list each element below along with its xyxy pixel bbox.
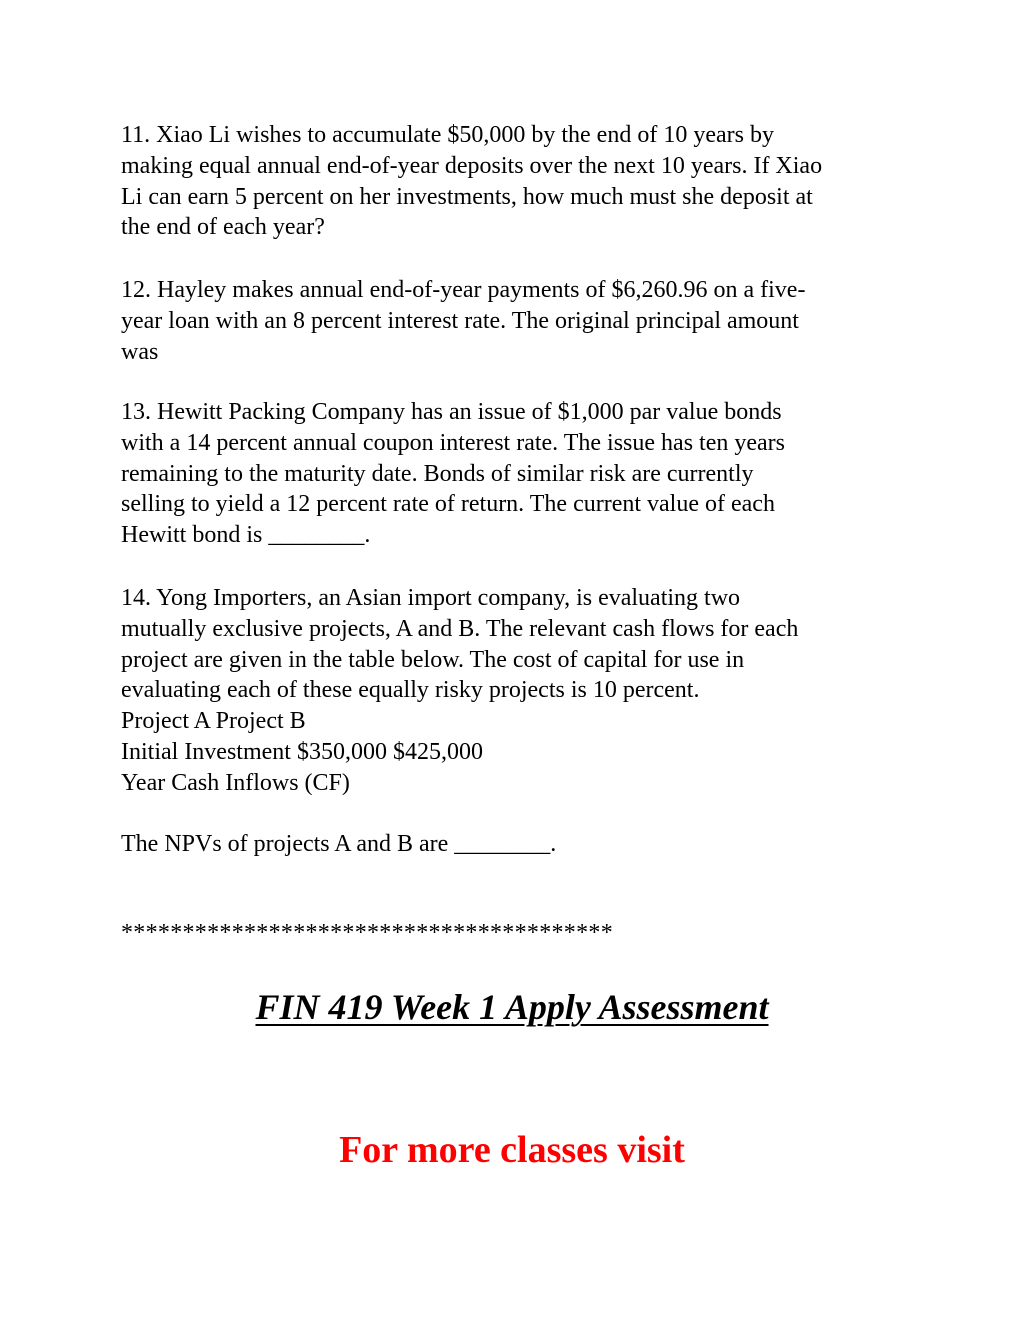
question-13-line: 13. Hewitt Packing Company has an issue of $1,000 par value bonds (121, 399, 782, 425)
question-14-line: 14. Yong Importers, an Asian import company, is evaluating two (121, 585, 741, 611)
assessment-heading: FIN 419 Week 1 Apply Assessment (255, 987, 769, 1027)
project-header-line: Project A Project B (121, 708, 306, 735)
separator-stars: **************************************** (121, 920, 613, 946)
question-12 (121, 275, 921, 367)
question-11-line: 11. Xiao Li wishes to accumulate $50,000 by the end of 10 years by (121, 122, 774, 148)
promo-text: For more classes visit (339, 1129, 685, 1171)
question-11 (121, 120, 921, 243)
question-13-line: with a 14 percent annual coupon interest rate. The issue has ten years (121, 429, 785, 456)
question-13-line: Hewitt bond is ________. (121, 522, 371, 549)
question-12-line: was (121, 338, 159, 365)
npv-question (121, 829, 921, 860)
question-13-line: selling to yield a 12 percent rate of return. The current value of each (121, 491, 775, 518)
npv-question-line: The NPVs of projects A and B are ________. (121, 831, 557, 857)
question-14-line: project are given in the table below. The cost of capital for use in (121, 646, 745, 673)
question-14-line: evaluating each of these equally risky projects is 10 percent. (121, 677, 700, 704)
cash-inflows-line: Year Cash Inflows (CF) (121, 769, 350, 796)
question-11-line: the end of each year? (121, 214, 325, 241)
question-13-line: remaining to the maturity date. Bonds of similar risk are currently (121, 460, 754, 487)
question-14-line: mutually exclusive projects, A and B. The relevant cash flows for each (121, 615, 799, 642)
question-11-line: making equal annual end-of-year deposits over the next 10 years. If Xiao (121, 152, 823, 179)
question-13 (121, 397, 921, 551)
question-14 (121, 583, 921, 799)
question-12-line: 12. Hayley makes annual end-of-year payments of $6,260.96 on a five- (121, 277, 806, 303)
question-12-line: year loan with an 8 percent interest rate. The original principal amount (121, 307, 799, 334)
question-11-line: Li can earn 5 percent on her investments, how much must she deposit at (121, 183, 813, 210)
initial-investment-line: Initial Investment $350,000 $425,000 (121, 738, 483, 765)
